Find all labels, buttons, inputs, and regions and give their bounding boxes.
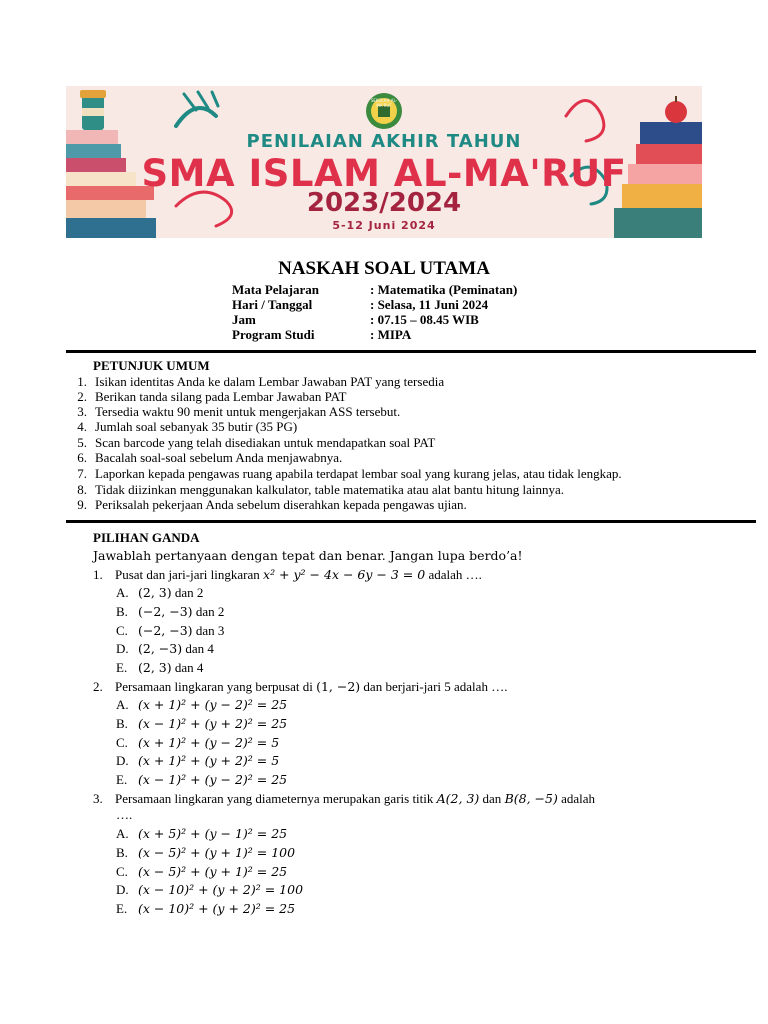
section-title: PILIHAN GANDA	[93, 530, 200, 545]
banner-subtitle: PENILAIAN AKHIR TAHUN	[246, 131, 522, 152]
option-1e: E. (2, 3) dan 4	[116, 660, 204, 675]
info-value: : MIPA	[370, 327, 412, 342]
option-3d: D. (x − 10)² + (y + 2)² = 100	[116, 882, 304, 897]
option-2b: B. (x − 1)² + (y + 2)² = 25	[116, 716, 288, 731]
instructions-title: PETUNJUK UMUM	[93, 358, 210, 373]
info-label: Jam	[232, 312, 256, 327]
option-1b: B. (−2, −3) dan 2	[116, 604, 225, 619]
option-1c: C. (−2, −3) dan 3	[116, 623, 225, 638]
section-instruction: Jawablah pertanyaan dengan tepat dan benar. Jangan lupa berdo’a!	[93, 548, 523, 563]
info-label: Hari / Tanggal	[232, 297, 313, 312]
option-2e: E. (x − 1)² + (y − 2)² = 25	[116, 772, 288, 787]
option-3a: A. (x + 5)² + (y − 1)² = 25	[116, 826, 288, 841]
question-3-continuation: ….	[116, 807, 133, 822]
document-title: NASKAH SOAL UTAMA	[278, 258, 490, 279]
info-value: : 07.15 – 08.45 WIB	[370, 312, 479, 327]
instruction-item: 8. Tidak diizinkan menggunakan kalkulator, table matematika atau alat bantu hitung lainnya.	[77, 482, 565, 497]
banner-school-name: SMA ISLAM AL-MA'RUF	[141, 152, 627, 195]
option-3b: B. (x − 5)² + (y + 1)² = 100	[116, 845, 296, 860]
question-math: x² + y² − 4x − 6y − 3 = 0	[263, 567, 426, 582]
banner-dates: 5-12 Juni 2024	[332, 219, 436, 232]
instruction-item: 3. Tersedia waktu 90 menit untuk mengerjakan ASS tersebut.	[77, 404, 401, 419]
instruction-item: 2. Berikan tanda silang pada Lembar Jawaban PAT	[77, 389, 347, 404]
info-label: Mata Pelajaran	[232, 282, 320, 297]
question-1: 1. Pusat dan jari-jari lingkaran x² + y² − 4x − 6y − 3 = 0 adalah ….	[93, 567, 482, 582]
divider	[66, 520, 756, 523]
question-2: 2. Persamaan lingkaran yang berpusat di (1, −2) dan berjari-jari 5 adalah ….	[93, 679, 508, 694]
option-3c: C. (x − 5)² + (y + 1)² = 25	[116, 864, 288, 879]
school-logo	[365, 92, 403, 130]
instruction-item: 5. Scan barcode yang telah disediakan untuk mendapatkan soal PAT	[77, 435, 436, 450]
option-2c: C. (x + 1)² + (y − 2)² = 5	[116, 735, 280, 750]
option-3e: E. (x − 10)² + (y + 2)² = 25	[116, 901, 296, 916]
instruction-item: 4. Jumlah soal sebanyak 35 butir (35 PG)	[77, 419, 298, 434]
exam-banner	[66, 86, 702, 238]
question-3: 3. Persamaan lingkaran yang diameternya merupakan garis titik A(2, 3) dan B(8, −5) adalah	[93, 791, 595, 806]
divider	[66, 350, 756, 353]
instruction-item: 9. Periksalah pekerjaan Anda sebelum diserahkan kepada pengawas ujian.	[77, 497, 467, 512]
question-math: (1, −2)	[316, 679, 361, 694]
option-2a: A. (x + 1)² + (y − 2)² = 25	[116, 697, 288, 712]
info-label: Program Studi	[232, 327, 315, 342]
school-logo-text: SEKOLAH AL-MA'RUF	[370, 98, 398, 108]
instruction-item: 7. Laporkan kepada pengawas ruang apabila terdapat lembar soal yang kurang jelas, atau tidak lengkap.	[77, 466, 622, 481]
info-value: : Selasa, 11 Juni 2024	[370, 297, 489, 312]
option-2d: D. (x + 1)² + (y + 2)² = 5	[116, 753, 280, 768]
option-1d: D. (2, −3) dan 4	[116, 641, 214, 656]
instruction-item: 1. Isikan identitas Anda ke dalam Lembar Jawaban PAT yang tersedia	[77, 374, 445, 389]
instruction-item: 6. Bacalah soal-soal sebelum Anda menjawabnya.	[77, 450, 343, 465]
info-value: : Matematika (Peminatan)	[370, 282, 518, 297]
option-1a: A. (2, 3) dan 2	[116, 585, 204, 600]
banner-year: 2023/2024	[306, 188, 462, 218]
